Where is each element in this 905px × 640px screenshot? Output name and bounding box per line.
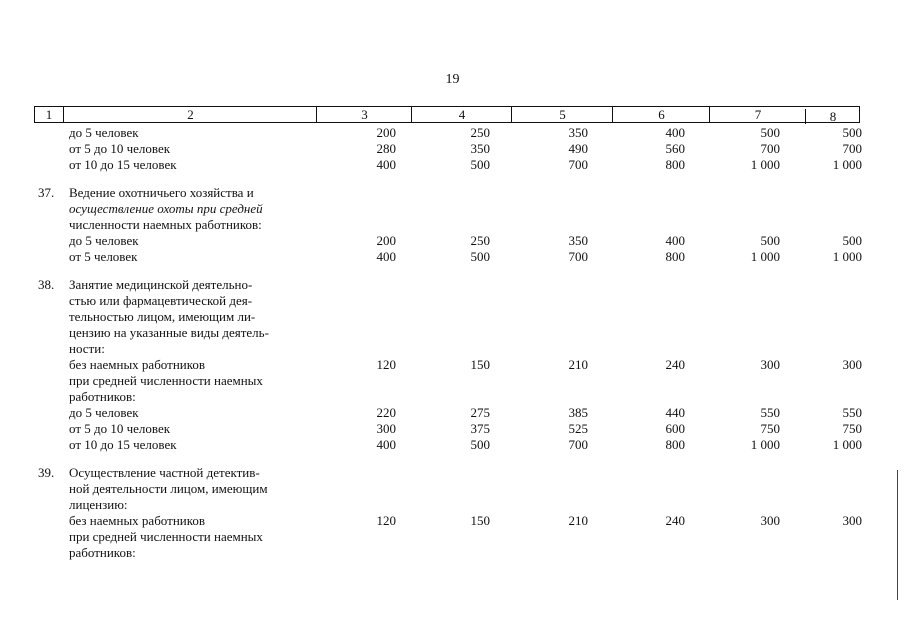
item-title-text: лицензию: [69,497,128,512]
value-cell-col-8: 300 [842,513,862,528]
value-cell-col-6: 800 [665,157,685,172]
table-row [0,373,905,389]
value-cell-col-6: 440 [665,405,685,420]
value-cell-col-4: 500 [470,157,490,172]
item-title-line [0,497,905,513]
row-label: от 5 человек [69,249,138,264]
item-title-line [0,185,905,201]
item-number: 37. [38,185,55,200]
value-cell-col-6: 800 [665,249,685,264]
item-title-text: Ведение охотничьего хозяйства и [69,185,254,200]
value-cell-col-6: 560 [665,141,685,156]
item-number: 38. [38,277,55,292]
table-header-row [34,106,860,123]
table-row [0,157,905,173]
value-cell-col-3: 400 [376,437,396,452]
value-cell-col-6: 400 [665,125,685,140]
table-row [0,141,905,157]
value-cell-col-5: 350 [568,125,588,140]
row-label: без наемных работников [69,513,206,528]
value-cell-col-3: 220 [376,405,396,420]
value-cell-col-8: 300 [842,357,862,372]
value-cell-col-3: 400 [376,157,396,172]
value-cell-col-8: 700 [842,141,862,156]
value-cell-col-7: 1 000 [750,249,780,264]
item-title-line [0,309,905,325]
value-cell-col-5: 350 [568,233,588,248]
row-label: при средней численности наемных [69,373,263,388]
table-row [0,421,905,437]
value-cell-col-4: 250 [470,125,490,140]
row-label: работников: [69,545,136,560]
value-cell-col-7: 700 [760,141,780,156]
value-cell-col-8: 1 000 [832,249,862,264]
value-cell-col-6: 600 [665,421,685,436]
item-title-text: осуществление охоты при средней [69,201,263,216]
value-cell-col-4: 275 [470,405,490,420]
item-title-line [0,481,905,497]
table-row [0,125,905,141]
table-row [0,233,905,249]
value-cell-col-5: 490 [568,141,588,156]
item-title-text: ной деятельности лицом, имеющим [69,481,268,496]
value-cell-col-7: 500 [760,125,780,140]
value-cell-col-5: 210 [568,357,588,372]
item-title-line [0,293,905,309]
row-label: до 5 человек [69,405,139,420]
value-cell-col-3: 400 [376,249,396,264]
value-cell-col-3: 120 [376,357,396,372]
value-cell-col-5: 525 [568,421,588,436]
item-title-line [0,201,905,217]
item-title-text: тельностью лицом, имеющим ли- [69,309,256,324]
table-row [0,545,905,561]
value-cell-col-8: 1 000 [832,437,862,452]
item-number: 39. [38,465,55,480]
value-cell-col-7: 500 [760,233,780,248]
value-cell-col-3: 300 [376,421,396,436]
item-title-line [0,277,905,293]
value-cell-col-7: 300 [760,357,780,372]
value-cell-col-4: 350 [470,141,490,156]
value-cell-col-4: 150 [470,357,490,372]
value-cell-col-3: 200 [376,125,396,140]
table-row [0,405,905,421]
header-cell-7: 7 [709,107,806,122]
table-row [0,529,905,545]
value-cell-col-5: 700 [568,249,588,264]
value-cell-col-6: 400 [665,233,685,248]
item-title-text: стью или фармацевтической дея- [69,293,253,308]
row-label: от 10 до 15 человек [69,437,177,452]
item-title-text: ности: [69,341,105,356]
row-label: до 5 человек [69,125,139,140]
item-title-text: Осуществление частной детектив- [69,465,260,480]
item-title-text: цензию на указанные виды деятель- [69,325,269,340]
header-cell-6: 6 [612,107,710,122]
table-row [0,513,905,529]
value-cell-col-6: 240 [665,513,685,528]
value-cell-col-8: 500 [842,125,862,140]
header-cell-4: 4 [411,107,512,122]
value-cell-col-8: 1 000 [832,157,862,172]
row-label: работников: [69,389,136,404]
value-cell-col-4: 500 [470,437,490,452]
value-cell-col-8: 500 [842,233,862,248]
page-number: 19 [445,72,460,87]
header-cell-5: 5 [511,107,613,122]
header-cell-1: 1 [45,107,53,122]
item-title-line [0,217,905,233]
row-label: от 10 до 15 человек [69,157,177,172]
row-label: без наемных работников [69,357,206,372]
row-label: до 5 человек [69,233,139,248]
header-cell-2: 2 [63,107,317,122]
value-cell-col-5: 210 [568,513,588,528]
value-cell-col-7: 300 [760,513,780,528]
value-cell-col-7: 1 000 [750,437,780,452]
row-label: от 5 до 10 человек [69,421,171,436]
value-cell-col-6: 240 [665,357,685,372]
margin-line [897,470,898,600]
table-row [0,437,905,453]
value-cell-col-8: 750 [842,421,862,436]
value-cell-col-5: 700 [568,157,588,172]
row-label: от 5 до 10 человек [69,141,171,156]
value-cell-col-4: 500 [470,249,490,264]
item-title-text: Занятие медицинской деятельно- [69,277,253,292]
value-cell-col-4: 150 [470,513,490,528]
value-cell-col-8: 550 [842,405,862,420]
value-cell-col-3: 200 [376,233,396,248]
row-label: при средней численности наемных [69,529,263,544]
item-title-line [0,465,905,481]
value-cell-col-5: 385 [568,405,588,420]
table-row [0,357,905,373]
table-row [0,249,905,265]
value-cell-col-3: 280 [376,141,396,156]
value-cell-col-5: 700 [568,437,588,452]
header-cell-3: 3 [316,107,412,122]
item-title-line [0,325,905,341]
value-cell-col-4: 375 [470,421,490,436]
value-cell-col-7: 1 000 [750,157,780,172]
header-cell-8: 8 [805,109,860,124]
value-cell-col-6: 800 [665,437,685,452]
value-cell-col-3: 120 [376,513,396,528]
table-row [0,389,905,405]
item-title-line [0,341,905,357]
value-cell-col-7: 550 [760,405,780,420]
value-cell-col-4: 250 [470,233,490,248]
item-title-text: численности наемных работников: [69,217,262,232]
value-cell-col-7: 750 [760,421,780,436]
